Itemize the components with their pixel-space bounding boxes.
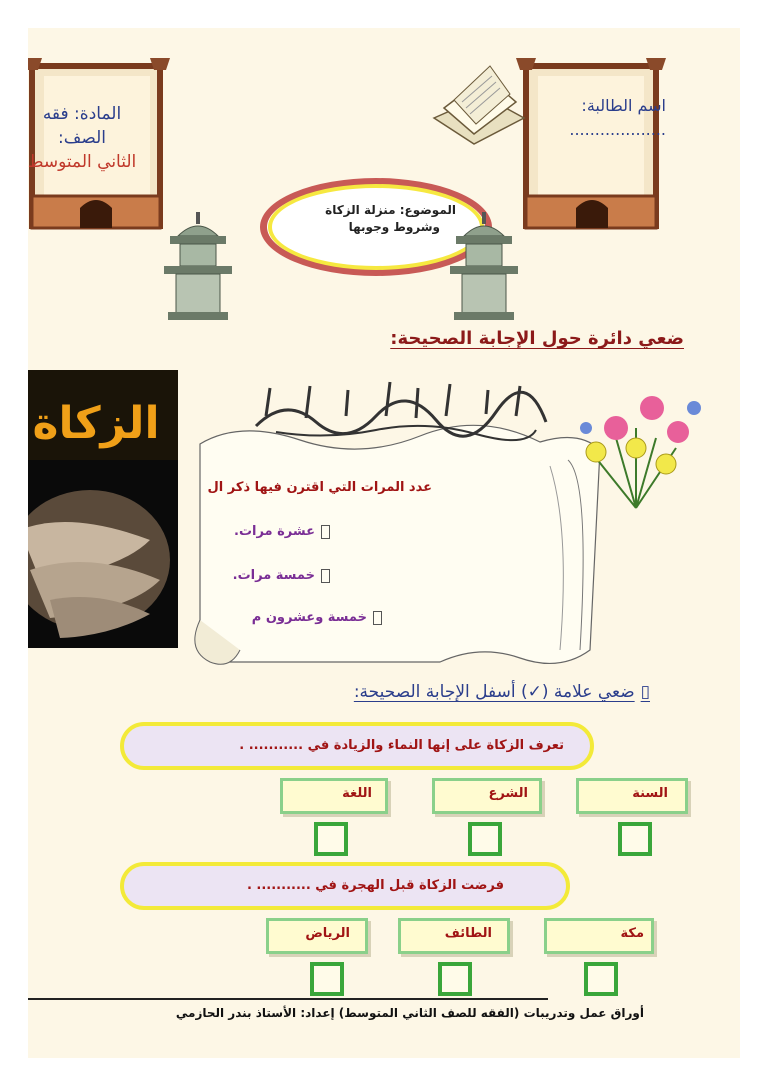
flowers-icon	[556, 368, 716, 518]
q1-answer-2-label: الشرع	[488, 786, 528, 801]
option-1[interactable]	[234, 524, 330, 539]
q2-checkbox-3[interactable]	[310, 962, 344, 996]
student-name-field: ...................	[569, 120, 666, 139]
student-name-label: اسم الطالبة:	[581, 96, 666, 115]
section1-heading: ضعي دائرة حول الإجابة الصحيحة:	[390, 328, 684, 349]
option-3-label: خمسة وعشرون م	[251, 610, 367, 625]
zakat-image-title: الزكاة	[32, 398, 160, 449]
q2-answer-1-label: مكة	[620, 926, 644, 941]
question2-text: فرضت الزكاة قبل الهجرة في ........... .	[246, 878, 504, 893]
left-frame-text	[28, 102, 160, 174]
q1-checkbox-3[interactable]	[314, 822, 348, 856]
q1-checkbox-2[interactable]	[468, 822, 502, 856]
option-1-label: عشرة مرات.	[234, 524, 315, 539]
footer-divider	[28, 998, 548, 1000]
class-value: الثاني المتوسط	[28, 152, 137, 172]
q1-answer-1-label: السنة	[632, 786, 668, 801]
section2-heading: ▯ضعي علامة (✓) أسفل الإجابة الصحيحة:	[353, 682, 650, 702]
class-label: الصف:	[58, 128, 106, 148]
bismillah-calligraphy	[246, 376, 556, 444]
q1-answer-3-label: اللغة	[342, 786, 372, 801]
option-2-label: خمسة مرات.	[232, 568, 315, 583]
lesson-topic-line1: الموضوع: منزلة الزكاة	[325, 203, 456, 217]
option-3-marker[interactable]	[373, 611, 382, 625]
q2-checkbox-1[interactable]	[584, 962, 618, 996]
option-2-marker[interactable]	[321, 569, 330, 583]
section2-heading-text: ضعي علامة (✓) أسفل الإجابة الصحيحة:	[353, 682, 635, 702]
q1-checkbox-1[interactable]	[618, 822, 652, 856]
zakat-photo	[28, 370, 178, 648]
option-3[interactable]	[252, 610, 382, 625]
right-frame-text	[516, 94, 666, 142]
q2-answer-2-label: الطائف	[444, 926, 492, 941]
worksheet-page	[28, 28, 740, 1058]
section1-question: عدد المرات التي اقترن فيها ذكر ال	[207, 480, 432, 495]
option-1-marker[interactable]	[321, 525, 330, 539]
minaret-right-icon	[444, 212, 526, 322]
q2-answer-3-label: الرياض	[305, 926, 350, 941]
lesson-topic	[286, 202, 456, 236]
lesson-topic-line2: وشروط وجوبها	[348, 220, 440, 234]
quran-book-icon	[424, 58, 536, 154]
subject-line: المادة: فقه	[42, 104, 122, 124]
right-castle-frame	[512, 56, 672, 232]
footer-credit: أوراق عمل وتدريبات (الفقه للصف الثاني المتوسط) إعداد: الأستاذ بندر الحازمي	[175, 1006, 644, 1020]
minaret-left-icon	[158, 212, 240, 322]
zakat-hands-image	[28, 370, 178, 648]
option-2[interactable]	[233, 568, 330, 583]
question1-text: تعرف الزكاة على إنها النماء والزيادة في ........... .	[239, 738, 564, 753]
q2-checkbox-2[interactable]	[438, 962, 472, 996]
